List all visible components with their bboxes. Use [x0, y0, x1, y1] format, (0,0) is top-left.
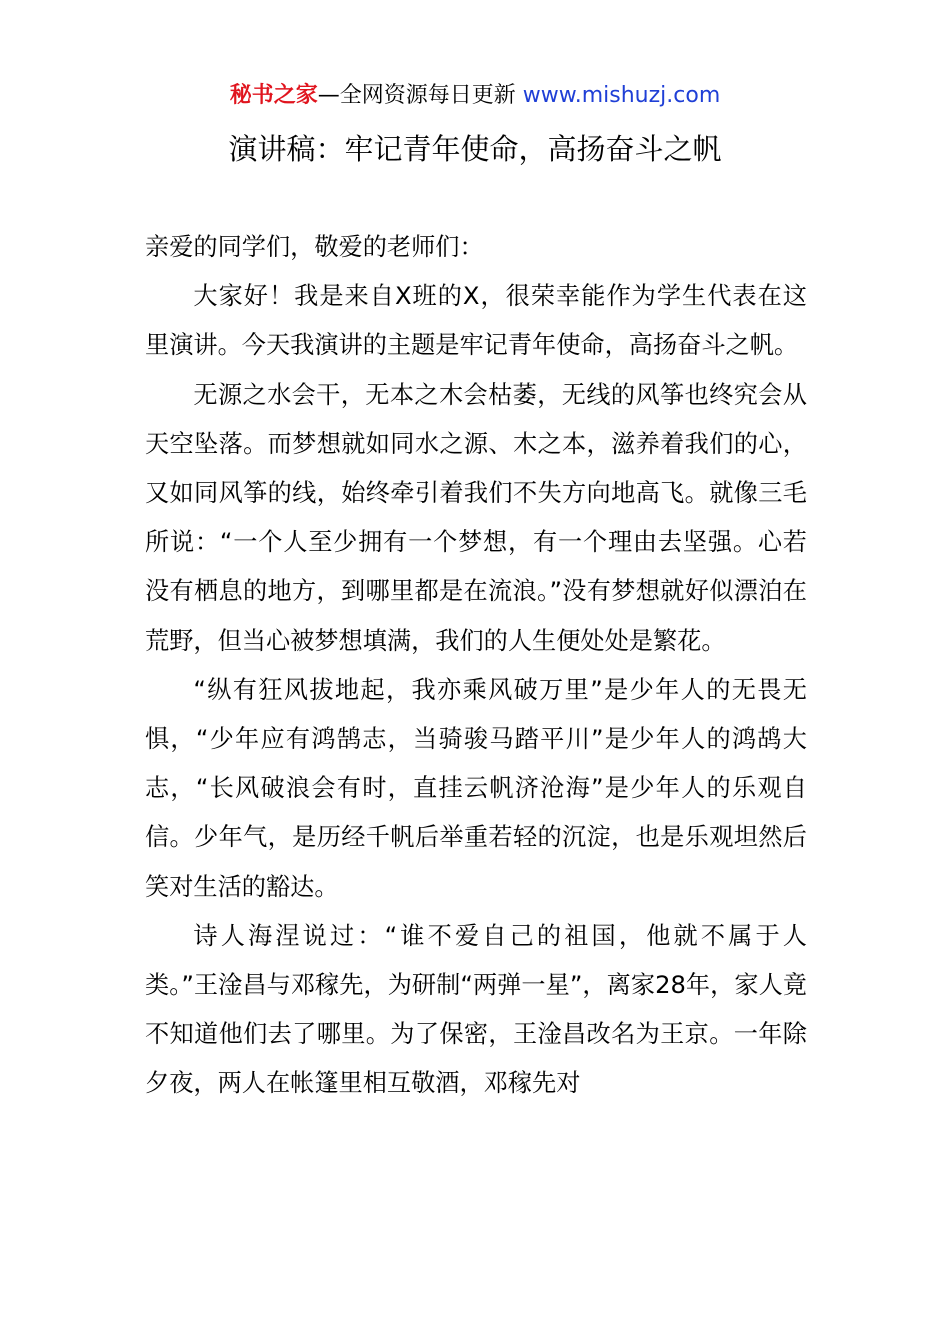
paragraph: 大家好！我是来自X班的X，很荣幸能作为学生代表在这里演讲。今天我演讲的主题是牢记青年使命，高扬奋斗之帆。: [145, 282, 807, 360]
site-tagline: —全网资源每日更新: [317, 83, 516, 108]
paragraph: “纵有狂风拔地起，我亦乘风破万里”是少年人的无畏无惧，“少年应有鸿鹄志，当骑骏马踏平川”是少年人的鸿鸪大志，“长风破浪会有时，直挂云帆济沧海”是少年人的乐观自信。少年气，是历经千帆后举重若轻的沉淀，也是乐观坦然后笑对生活的豁达。: [145, 675, 807, 901]
document-title: 演讲稿：牢记青年使命，高扬奋斗之帆: [228, 132, 722, 166]
paragraph: 无源之水会干，无本之木会枯萎，无线的风筝也终究会从天空坠落。而梦想就如同水之源、木之本，滋养着我们的心，又如同风筝的线，始终牵引着我们不失方向地高飞。就像三毛所说：“一个人至少拥有一个梦想，有一个理由去坚强。心若没有栖息的地方，到哪里都是在流浪。”没有梦想就好似漂泊在荒野，但当心被梦想填满，我们的人生便处处是繁花。: [145, 380, 807, 655]
document-body: [145, 223, 807, 1109]
salutation: 亲爱的同学们，敬爱的老师们：: [145, 233, 484, 261]
site-header: [0, 82, 950, 110]
site-url-link[interactable]: www.mishuzj.com: [522, 83, 721, 108]
site-brand: 秘书之家: [229, 83, 318, 108]
paragraph: 诗人海涅说过：“谁不爱自己的祖国，他就不属于人类。”王淦昌与邓稼先，为研制“两弹一星”，离家28年，家人竟不知道他们去了哪里。为了保密，王淦昌改名为王京。一年除夕夜，两人在帐篷里相互敬酒，邓稼先对: [145, 921, 807, 1098]
